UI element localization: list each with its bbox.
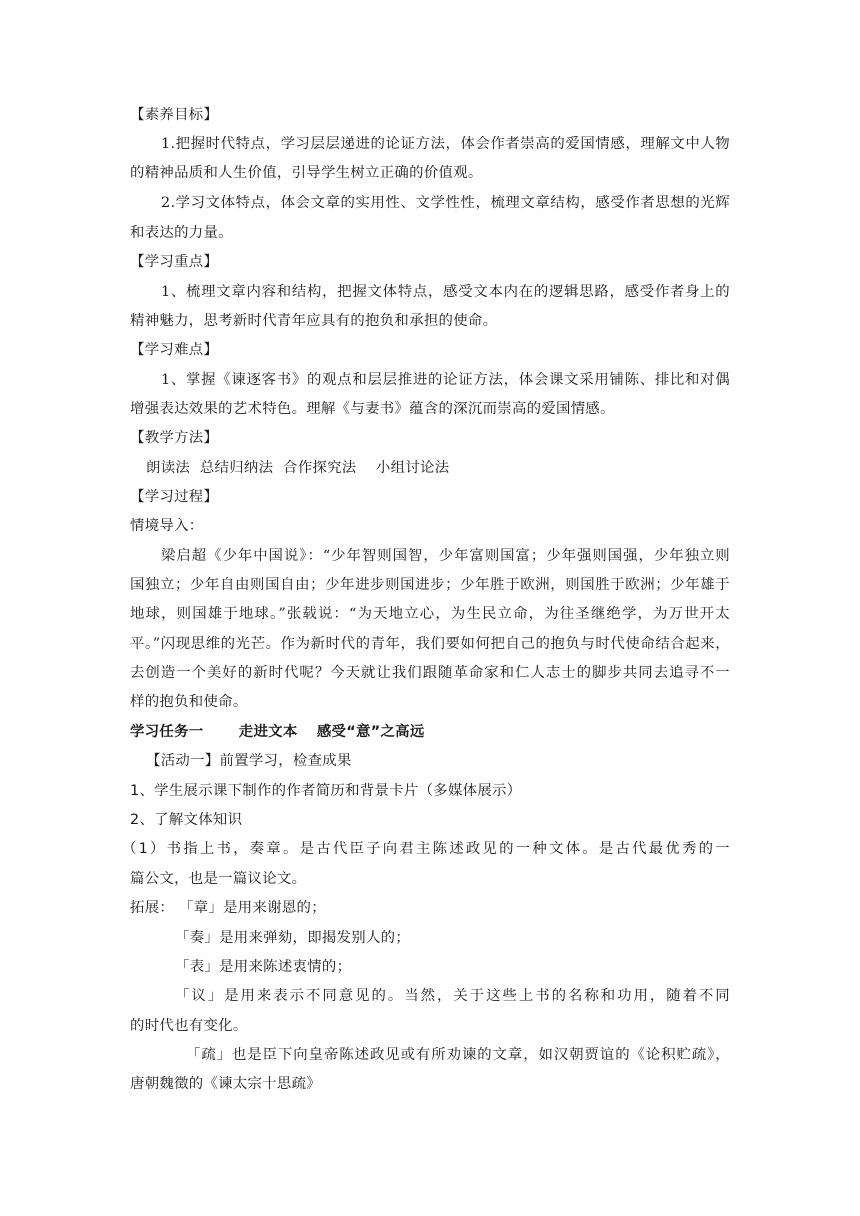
goal-2-line-1: 2.学习文体特点，体会文章的实用性、文学性性，梳理文章结构，感受作者思想的光辉 xyxy=(161,195,730,211)
task-1-title: 走进文本 xyxy=(238,724,298,740)
extension-item-zhang: 「章」是用来谢恩的； xyxy=(179,900,326,916)
intro-line-1: 梁启超《少年中国说》：“少年智则国智，少年富则国富；少年强则国强，少年独立则 xyxy=(161,548,730,564)
extension-item-zou: 「奏」是用来弹劾，即揭发别人的； xyxy=(175,930,411,946)
key-point-1-line-1: 1、梳理文章内容和结构，把握文体特点，感受文本内在的逻辑思路，感受作者身上的 xyxy=(161,284,730,300)
intro-line-4: 平。”闪现思维的光芒。作为新时代的青年，我们要如何把自己的抱负与时代使命结合起来， xyxy=(130,636,730,652)
extension-item-shu-line-1: 「疏」也是臣下向皇帝陈述政见或有所劝谏的文章，如汉朝贾谊的《论积贮疏》， xyxy=(186,1047,730,1063)
difficulty-1-line-1: 1、掌握《谏逐客书》的观点和层层推进的论证方法，体会课文采用铺陈、排比和对偶 xyxy=(161,372,730,388)
task-1-subtitle: 感受“意”之高远 xyxy=(316,724,425,740)
extension-item-biao: 「表」是用来陈述衷情的； xyxy=(175,959,352,975)
key-points-heading: 【学习重点】 xyxy=(130,254,219,270)
activity-1-heading: 【活动一】前置学习，检查成果 xyxy=(146,753,352,769)
intro-line-6: 样的抱负和使命。 xyxy=(130,694,248,710)
key-point-1-line-2: 精神魅力，思考新时代青年应具有的抱负和承担的使命。 xyxy=(130,313,498,329)
extension-item-yi-line-1: 「议」是用来表示不同意见的。当然，关于这些上书的名称和功用，随着不同 xyxy=(175,988,730,1004)
goals-heading: 【素养目标】 xyxy=(130,107,219,123)
task-1-heading xyxy=(130,722,425,742)
item-2: 2、了解文体知识 xyxy=(130,812,243,828)
difficulties-heading: 【学习难点】 xyxy=(130,342,219,358)
definition-1-line-1: （1）书指上书，奏章。是古代臣子向君主陈述政见的一种文体。是古代最优秀的一 xyxy=(122,841,730,857)
task-1-label: 学习任务一 xyxy=(130,724,204,740)
extension-item-yi-line-2: 的时代也有变化。 xyxy=(130,1018,248,1034)
teaching-methods-heading: 【教学方法】 xyxy=(130,430,219,446)
teaching-methods-list: 朗读法 总结归纳法 合作探究法 小组讨论法 xyxy=(146,460,450,476)
difficulty-1-line-2: 增强表达效果的艺术特色。理解《与妻书》蕴含的深沉而崇高的爱国情感。 xyxy=(130,401,615,417)
goal-2-line-2: 和表达的力量。 xyxy=(130,225,233,241)
learning-process-heading: 【学习过程】 xyxy=(130,489,219,505)
intro-label: 情境导入： xyxy=(130,518,204,534)
intro-line-2: 国独立；少年自由则国自由；少年进步则国进步；少年胜于欧洲，则国胜于欧洲；少年雄于 xyxy=(130,577,730,593)
definition-1-line-2: 篇公文，也是一篇议论文。 xyxy=(130,871,307,887)
intro-line-3: 地球，则国雄于地球。”张载说：“为天地立心，为生民立命，为往圣继绝学，为万世开太 xyxy=(130,606,730,622)
intro-line-5: 去创造一个美好的新时代呢？今天就让我们跟随革命家和仁人志士的脚步共同去追寻不一 xyxy=(130,665,730,681)
extension-item-shu-line-2: 唐朝魏徵的《谏太宗十思疏》 xyxy=(130,1076,321,1092)
goal-1-line-2: 的精神品质和人生价值，引导学生树立正确的价值观。 xyxy=(130,165,483,181)
item-1: 1、学生展示课下制作的作者简历和背景卡片（多媒体展示） xyxy=(130,783,522,799)
extension-label: 拓展： xyxy=(130,900,175,916)
goal-1-line-1: 1.把握时代特点，学习层层递进的论证方法，体会作者崇高的爱国情感，理解文中人物 xyxy=(161,136,730,152)
